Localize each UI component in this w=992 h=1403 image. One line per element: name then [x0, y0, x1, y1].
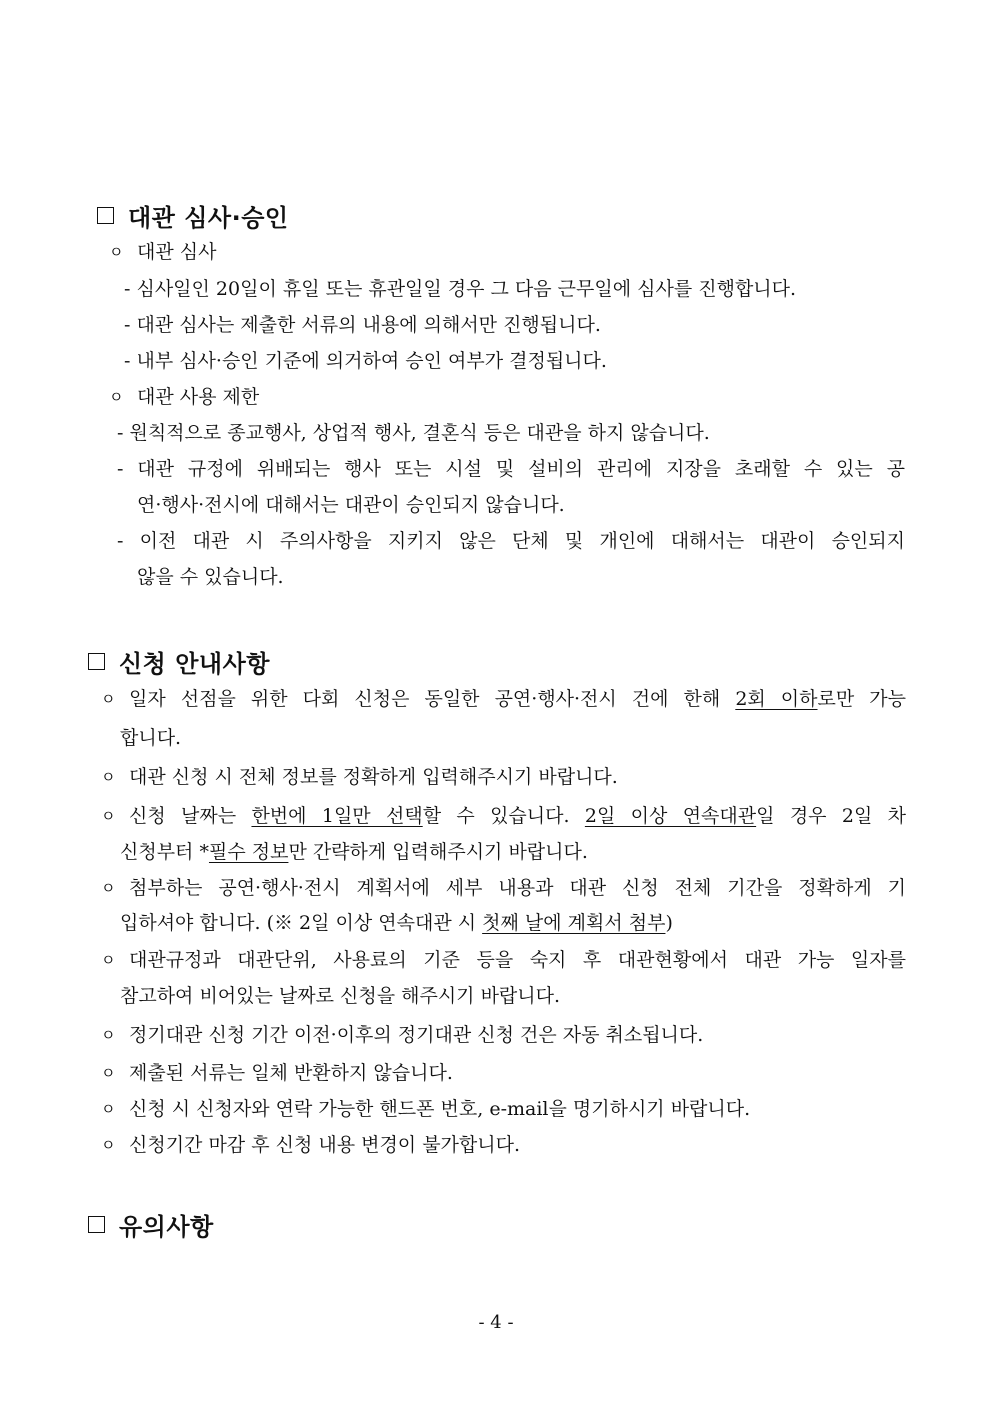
list-item: 첨부하는 공연·행사·전시 계획서에 세부 내용과 대관 신청 전체 기간을 정확하게 기: [129, 877, 906, 899]
list-item: 정기대관 신청 기간 이전·이후의 정기대관 신청 건은 자동 취소됩니다.: [129, 1024, 704, 1046]
text-run: 신청 날짜는: [129, 805, 252, 827]
text-run: 입하셔야 합니다. (※ 2일 이상 연속대관 시: [120, 912, 483, 934]
section-title: 유의사항: [119, 1213, 214, 1241]
text-run: 일자 선점을 위한 다회 신청은 동일한 공연·행사·전시 건에 한해: [129, 688, 736, 710]
text-run: 신청부터 *: [120, 841, 209, 863]
page-number: - 4 -: [478, 1312, 514, 1333]
list-item-continuation: [120, 914, 673, 933]
text-run: 만 간략하게 입력해주시기 바랍니다.: [288, 841, 588, 863]
bullet-icon: ㅇ: [101, 807, 116, 825]
list-item: 신청 시 신청자와 연락 가능한 핸드폰 번호, e-mail을 명기하시기 바랍니다.: [129, 1098, 751, 1120]
list-item: - 심사일인 20일이 휴일 또는 휴관일일 경우 그 다음 근무일에 심사를 진행합니다.: [124, 278, 797, 300]
checkbox-square-icon: [97, 207, 114, 224]
list-item: 제출된 서류는 일체 반환하지 않습니다.: [129, 1062, 453, 1084]
underlined-text: 한번에 1일만 선택: [251, 805, 423, 827]
underlined-text: 2회 이하: [735, 688, 818, 710]
list-item: 신청기간 마감 후 신청 내용 변경이 불가합니다.: [129, 1134, 521, 1156]
list-item: - 내부 심사·승인 기준에 의거하여 승인 여부가 결정됩니다.: [124, 350, 607, 372]
list-item: 대관규정과 대관단위, 사용료의 기준 등을 숙지 후 대관현황에서 대관 가능 일자를: [129, 949, 906, 971]
underlined-text: 2일 이상 연속대관: [584, 805, 757, 827]
text-run: ): [665, 912, 673, 934]
underlined-text: 첫째 날에 계획서 첨부: [482, 912, 666, 934]
section-title: 대관 심사·승인: [128, 204, 289, 232]
list-item: - 이전 대관 시 주의사항을 지키지 않은 단체 및 개인에 대해서는 대관이 승인되지: [117, 530, 905, 552]
list-item-continuation: [120, 843, 588, 862]
section-title: 신청 안내사항: [119, 650, 270, 678]
bullet-icon: ㅇ: [101, 1026, 116, 1044]
bullet-icon: ㅇ: [101, 768, 116, 786]
section-heading-review: [97, 198, 289, 233]
bullet-icon: ㅇ: [101, 1100, 116, 1118]
bullet-icon: ㅇ: [101, 1064, 116, 1082]
bullet-icon: ㅇ: [101, 879, 116, 897]
bullet-icon: ㅇ: [109, 388, 124, 406]
list-item-continuation: 참고하여 비어있는 날짜로 신청을 해주시기 바랍니다.: [120, 985, 561, 1007]
text-run: 일 경우 2일 차: [756, 805, 906, 827]
list-item-continuation: 연·행사·전시에 대해서는 대관이 승인되지 않습니다.: [137, 494, 565, 516]
underlined-text: 필수 정보: [208, 841, 289, 863]
checkbox-square-icon: [88, 653, 105, 670]
list-item: [129, 690, 906, 709]
text-run: 로만 가능: [817, 688, 906, 710]
section-heading-notice: [88, 1207, 214, 1242]
bullet-icon: ㅇ: [101, 1136, 116, 1154]
bullet-icon: ㅇ: [109, 243, 124, 261]
checkbox-square-icon: [88, 1216, 105, 1233]
section-heading-guide: [88, 644, 270, 679]
bullet-icon: ㅇ: [101, 690, 116, 708]
subsection-title: 대관 사용 제한: [137, 386, 260, 408]
list-item: 대관 신청 시 전체 정보를 정확하게 입력해주시기 바랍니다.: [129, 766, 618, 788]
list-item: [129, 807, 906, 826]
list-item: - 대관 심사는 제출한 서류의 내용에 의해서만 진행됩니다.: [124, 314, 601, 336]
list-item-continuation: 않을 수 있습니다.: [137, 566, 284, 588]
list-item: - 원칙적으로 종교행사, 상업적 행사, 결혼식 등은 대관을 하지 않습니다.: [117, 422, 710, 444]
subsection-title: 대관 심사: [137, 241, 217, 263]
text-run: 할 수 있습니다.: [422, 805, 585, 827]
bullet-icon: ㅇ: [101, 951, 116, 969]
list-item: - 대관 규정에 위배되는 행사 또는 시설 및 설비의 관리에 지장을 초래할 수 있는 공: [117, 458, 905, 480]
list-item-continuation: 합니다.: [120, 727, 182, 749]
